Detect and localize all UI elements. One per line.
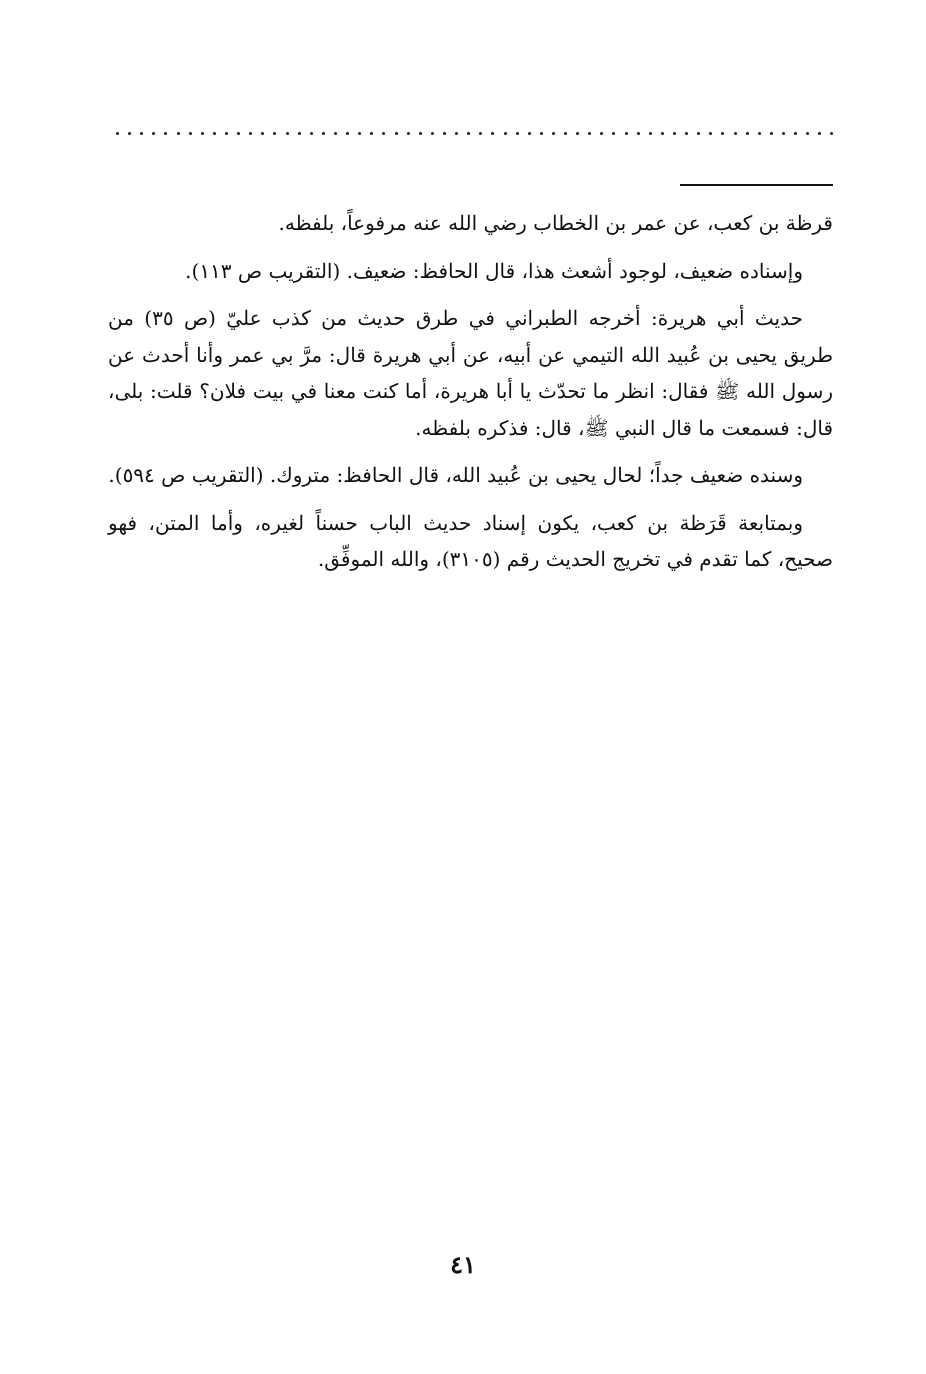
separator-dot bbox=[830, 132, 833, 135]
separator-dot bbox=[746, 132, 749, 135]
separator-dot bbox=[734, 132, 737, 135]
separator-dot bbox=[504, 132, 507, 135]
footnote-paragraph-5: وبمتابعة قَرَظة بن كعب، يكون إسناد حديث الباب حسناً لغيره، وأما المتن، فهو صحيح، كما تقدم في تخريج الحديث رقم (٣١٠٥)، والله الموفِّق. bbox=[108, 510, 833, 571]
separator-dot bbox=[467, 132, 470, 135]
separator-dot bbox=[152, 132, 155, 135]
separator-dot bbox=[261, 132, 264, 135]
separator-dot bbox=[334, 132, 337, 135]
dotted-separator bbox=[116, 128, 834, 138]
separator-dot bbox=[273, 132, 276, 135]
page-number: ٤١ bbox=[450, 1250, 476, 1279]
separator-dot bbox=[479, 132, 482, 135]
separator-dot bbox=[661, 132, 664, 135]
separator-dot bbox=[600, 132, 603, 135]
separator-dot bbox=[758, 132, 761, 135]
separator-dot bbox=[225, 132, 228, 135]
separator-dot bbox=[201, 132, 204, 135]
separator-dot bbox=[552, 132, 555, 135]
separator-dot bbox=[419, 132, 422, 135]
footnote-paragraph-2: وإسناده ضعيف، لوجود أشعث هذا، قال الحافظ: ضعيف. (التقريب ص ١١٣). bbox=[185, 258, 803, 283]
separator-dot bbox=[407, 132, 410, 135]
separator-dot bbox=[370, 132, 373, 135]
separator-dot bbox=[540, 132, 543, 135]
separator-dot bbox=[588, 132, 591, 135]
footnote-text bbox=[108, 205, 833, 589]
footnote-paragraph-4: وسنده ضعيف جداً؛ لحال يحيى بن عُبيد الله، قال الحافظ: متروك. (التقريب ص ٥٩٤). bbox=[108, 463, 803, 487]
separator-dot bbox=[455, 132, 458, 135]
separator-dot bbox=[322, 132, 325, 135]
footnote-paragraph-1: قرظة بن كعب، عن عمر بن الخطاب رضي الله عنه مرفوعاً، بلفظه. bbox=[278, 211, 833, 235]
separator-dot bbox=[382, 132, 385, 135]
separator-dot bbox=[516, 132, 519, 135]
separator-dot bbox=[237, 132, 240, 135]
footnote-rule bbox=[680, 184, 833, 186]
separator-dot bbox=[286, 132, 289, 135]
separator-dot bbox=[770, 132, 773, 135]
separator-dot bbox=[697, 132, 700, 135]
separator-dot bbox=[128, 132, 131, 135]
separator-dot bbox=[177, 132, 180, 135]
separator-dot bbox=[673, 132, 676, 135]
separator-dot bbox=[298, 132, 301, 135]
separator-dot bbox=[649, 132, 652, 135]
separator-dot bbox=[625, 132, 628, 135]
separator-dot bbox=[249, 132, 252, 135]
separator-dot bbox=[528, 132, 531, 135]
separator-dot bbox=[310, 132, 313, 135]
separator-dot bbox=[491, 132, 494, 135]
separator-dot bbox=[782, 132, 785, 135]
separator-dot bbox=[709, 132, 712, 135]
separator-dot bbox=[164, 132, 167, 135]
separator-dot bbox=[431, 132, 434, 135]
separator-dot bbox=[358, 132, 361, 135]
separator-dot bbox=[637, 132, 640, 135]
separator-dot bbox=[576, 132, 579, 135]
separator-dot bbox=[213, 132, 216, 135]
separator-dot bbox=[685, 132, 688, 135]
footnote-paragraph-3: حديث أبي هريرة: أخرجه الطبراني في طرق حديث من كذب عليّ (ص ٣٥) من طريق يحيى بن عُبيد الله التيمي عن أبيه، عن أبي هريرة قال: مرَّ بي عمر وأنا أحدث عن رسول الله ﷺ فقال: انظر ما تحدّث يا أبا هريرة، أما كنت معنا في بيت فلان؟ قلت: بلى، قال: فسمعت ما قال النبي ﷺ، قال: فذكره بلفظه. bbox=[108, 306, 834, 440]
separator-dot bbox=[443, 132, 446, 135]
separator-dot bbox=[346, 132, 349, 135]
separator-dot bbox=[395, 132, 398, 135]
separator-dot bbox=[612, 132, 615, 135]
separator-dot bbox=[794, 132, 797, 135]
separator-dot bbox=[721, 132, 724, 135]
separator-dot bbox=[140, 132, 143, 135]
separator-dot bbox=[806, 132, 809, 135]
separator-dot bbox=[818, 132, 821, 135]
separator-dot bbox=[189, 132, 192, 135]
separator-dot bbox=[564, 132, 567, 135]
separator-dot bbox=[116, 132, 119, 135]
